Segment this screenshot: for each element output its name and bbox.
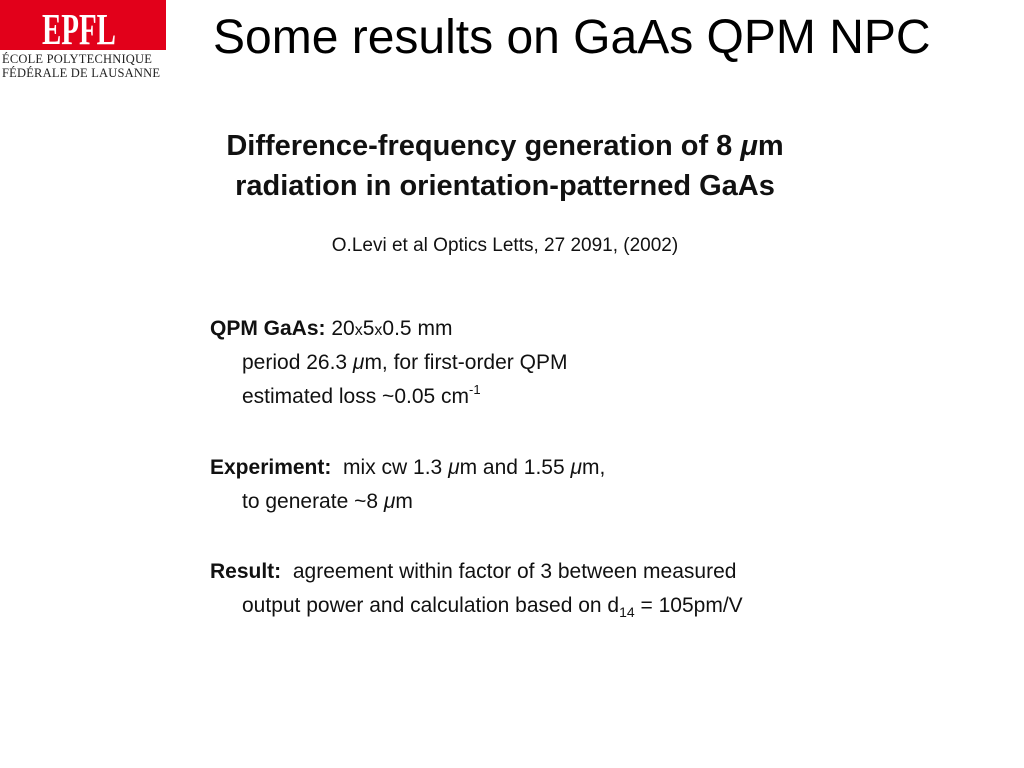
qpm-dim-c: 0.5 mm (382, 317, 453, 340)
logo-line-1: ÉCOLE POLYTECHNIQUE (2, 52, 153, 66)
mu-symbol: μ (740, 130, 758, 162)
epfl-logo (0, 0, 170, 85)
paper-title (160, 126, 850, 206)
citation: O.Levi et al Optics Letts, 27 2091, (2002) (331, 235, 679, 256)
logo-line-2: FÉDÉRALE DE LAUSANNE (2, 66, 161, 80)
qpm-period-post: m, for first-order QPM (364, 351, 568, 374)
epfl-logo-mark (40, 0, 118, 54)
slide-title: Some results on GaAs QPM NPC (213, 11, 931, 64)
paper-title-line-2: radiation in orientation-patterned GaAs (235, 170, 775, 202)
experiment-label: Experiment: (210, 456, 332, 479)
mu-symbol: μ (448, 456, 460, 479)
result-label: Result: (210, 560, 282, 583)
qpm-dim-a: 20 (331, 317, 355, 340)
result-line2-post: = 105pm/V (634, 594, 743, 617)
experiment-line-2 (210, 485, 605, 519)
qpm-period-line (210, 346, 567, 380)
result-line-1 (210, 555, 743, 589)
qpm-dim-b: 5 (362, 317, 375, 340)
qpm-line-1 (210, 312, 567, 346)
qpm-period-text: period 26.3 (242, 351, 353, 374)
qpm-loss-exponent: -1 (469, 382, 481, 397)
qpm-times-2: x (374, 322, 383, 339)
d14-subscript: 14 (619, 604, 635, 620)
logo-brand-text: EPFL (42, 5, 116, 54)
qpm-gaas-section (210, 312, 567, 414)
experiment-text-b: m and 1.55 (459, 456, 571, 479)
experiment-line2-post: m (395, 490, 413, 513)
experiment-section (210, 451, 605, 519)
result-line2-text: output power and calculation based on d (242, 594, 620, 617)
experiment-line-1 (210, 451, 605, 485)
qpm-times-1: x (354, 322, 363, 339)
qpm-label: QPM GaAs: (210, 317, 326, 340)
mu-symbol: μ (383, 490, 396, 513)
experiment-line2-text: to generate ~8 (242, 490, 384, 513)
mu-symbol: μ (352, 351, 365, 374)
paper-title-line-1 (160, 126, 850, 166)
experiment-text-c: m, (582, 456, 606, 479)
qpm-loss-text: estimated loss ~0.05 cm (242, 385, 470, 408)
result-line-2 (210, 589, 743, 623)
experiment-text-a: mix cw 1.3 (343, 456, 449, 479)
paper-title-text: Difference-frequency generation of 8 (226, 130, 741, 162)
qpm-loss-line (210, 380, 567, 414)
paper-title-unit: m (757, 130, 784, 162)
mu-symbol: μ (570, 456, 583, 479)
result-section (210, 555, 743, 623)
result-text: agreement within factor of 3 between measured (292, 560, 737, 583)
